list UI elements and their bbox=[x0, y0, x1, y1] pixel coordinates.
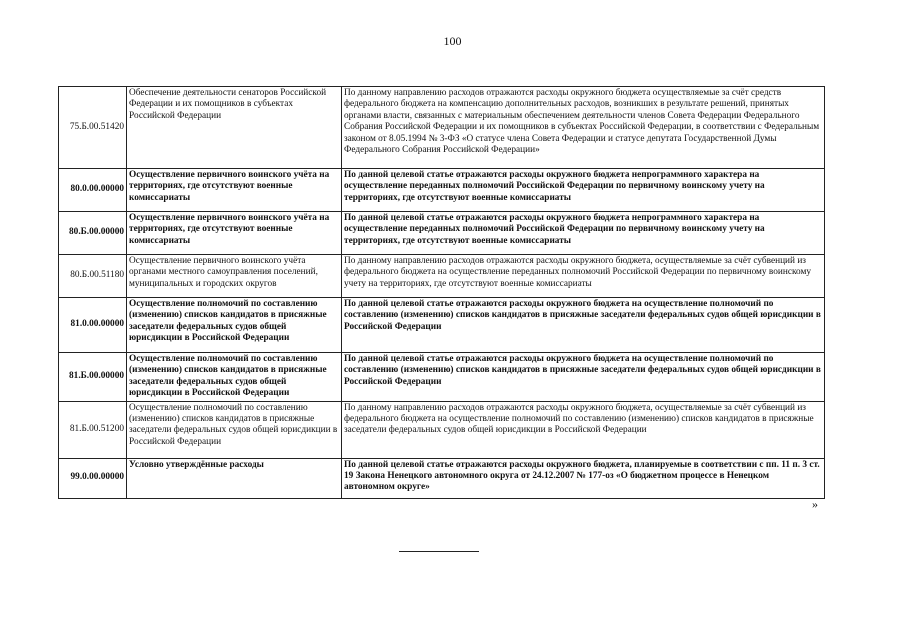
row-code: 99.0.00.00000 bbox=[59, 458, 127, 498]
page-number: 100 bbox=[443, 34, 462, 48]
row-code: 81.0.00.00000 bbox=[59, 298, 127, 353]
row-name: Осуществление первичного воинского учёта органами местного самоуправления поселений, муниципальных и городских округов bbox=[127, 255, 342, 298]
row-description: По данной целевой статье отражаются расходы окружного бюджета, планируемые в соответствии с пп. 11 п. 3 ст. 19 Закона Ненецкого автономного округа от 24.12.2007 № 177-оз «О бюджетном процессе в Ненецком автономном округе» bbox=[342, 458, 825, 498]
table-row bbox=[59, 401, 825, 458]
closing-quote-mark: » bbox=[812, 497, 818, 511]
row-name: Осуществление полномочий по составлению (изменению) списков кандидатов в присяжные заседатели федеральных судов общей юрисдикции в Российской Федерации bbox=[127, 401, 342, 458]
row-code: 81.Б.00.00000 bbox=[59, 353, 127, 402]
row-name: Осуществление полномочий по составлению (изменению) списков кандидатов в присяжные заседатели федеральных судов общей юрисдикции в Российской Федерации bbox=[127, 353, 342, 402]
row-description: По данной целевой статье отражаются расходы окружного бюджета на осуществление полномочий по составлению (изменению) списков кандидатов в присяжные заседатели федеральных судов общей юрисдикции в Российской Федерации bbox=[342, 353, 825, 402]
row-description: По данной целевой статье отражаются расходы окружного бюджета непрограммного характера на осуществление переданных полномочий Российской Федерации по первичному воинскому учету на территориях, где отсутствуют военные комиссариаты bbox=[342, 212, 825, 255]
row-code: 81.Б.00.51200 bbox=[59, 401, 127, 458]
row-description: По данному направлению расходов отражаются расходы окружного бюджета, осуществляемые за счёт субвенций из федерального бюджета на осуществление переданных полномочий Российской Федерации по первичному воинскому учету на территориях, где отсутствуют военные комиссариаты bbox=[342, 255, 825, 298]
row-code: 80.Б.00.51180 bbox=[59, 255, 127, 298]
row-name: Условно утверждённые расходы bbox=[127, 458, 342, 498]
row-code: 80.Б.00.00000 bbox=[59, 212, 127, 255]
row-name: Осуществление первичного воинского учёта на территориях, где отсутствуют военные комиссариаты bbox=[127, 169, 342, 212]
table-body bbox=[59, 87, 825, 499]
row-description: По данному направлению расходов отражаются расходы окружного бюджета осуществляемые за счёт средств федерального бюджета на компенсацию дополнительных расходов, возникших в результате решений, принятых органами власти, связанных с материальным обеспечением деятельности членов Совета Федерации Федерального Собрания Российской Федерации и их помощников в субъектах Российской Федерации, в соответствии с Федеральным законом от 8.05.1994 № 3-ФЗ «О статусе члена Совета Федерации и статусе депутата Государственной Думы Федерального Собрания Российской Федерации» bbox=[342, 87, 825, 169]
table-row bbox=[59, 298, 825, 353]
row-description: По данной целевой статье отражаются расходы окружного бюджета непрограммного характера на осуществление переданных полномочий Российской Федерации по первичному воинскому учету на территориях, где отсутствуют военные комиссариаты bbox=[342, 169, 825, 212]
row-name: Осуществление полномочий по составлению (изменению) списков кандидатов в присяжные заседатели федеральных судов общей юрисдикции в Российской Федерации bbox=[127, 298, 342, 353]
budget-classification-table bbox=[58, 86, 825, 499]
table-row bbox=[59, 212, 825, 255]
row-name: Обеспечение деятельности сенаторов Российской Федерации и их помощников в субъектах Российской Федерации bbox=[127, 87, 342, 169]
table-row bbox=[59, 87, 825, 169]
row-description: По данному направлению расходов отражаются расходы окружного бюджета, осуществляемые за счёт субвенций из федерального бюджета на осуществление полномочий по составлению (изменению) списков кандидатов в присяжные заседатели федеральных судов общей юрисдикции в Российской Федерации bbox=[342, 401, 825, 458]
row-code: 75.Б.00.51420 bbox=[59, 87, 127, 169]
row-name: Осуществление первичного воинского учёта на территориях, где отсутствуют военные комиссариаты bbox=[127, 212, 342, 255]
row-code: 80.0.00.00000 bbox=[59, 169, 127, 212]
table-row bbox=[59, 255, 825, 298]
table-row bbox=[59, 169, 825, 212]
table-row bbox=[59, 353, 825, 402]
footer-divider bbox=[399, 551, 479, 552]
table-row bbox=[59, 458, 825, 498]
row-description: По данной целевой статье отражаются расходы окружного бюджета на осуществление полномочий по составлению (изменению) списков кандидатов в присяжные заседатели федеральных судов общей юрисдикции в Российской Федерации bbox=[342, 298, 825, 353]
